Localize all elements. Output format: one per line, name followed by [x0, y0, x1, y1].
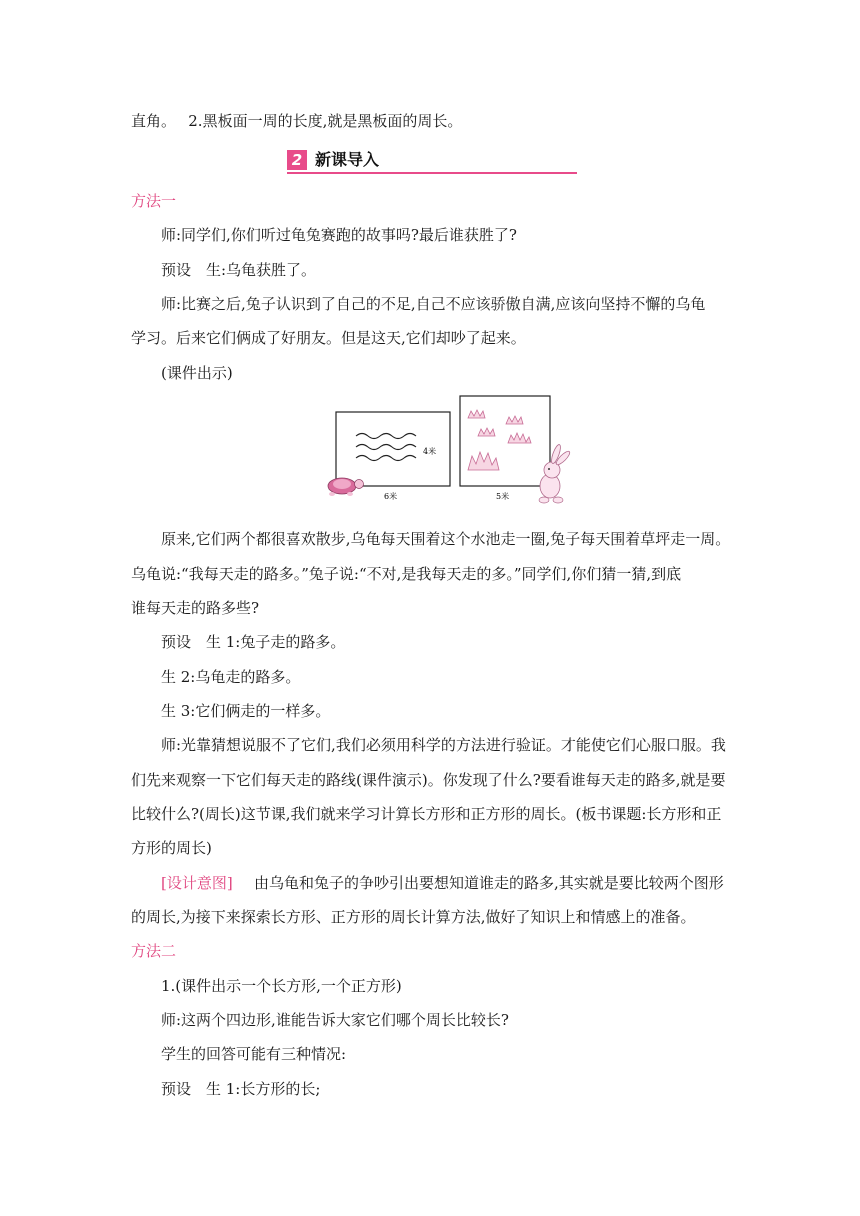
paragraph-line: 师:同学们,你们听过龟兔赛跑的故事吗?最后谁获胜了?	[161, 226, 517, 244]
section-title: 新课导入	[315, 150, 380, 169]
paragraph-line: 由乌龟和兔子的争吵引出要想知道谁走的路多,其实就是要比较两个图形	[254, 874, 724, 892]
paragraph-line: 生 2:乌龟走的路多。	[161, 668, 301, 686]
grass-icon	[468, 410, 531, 470]
rabbit-icon	[539, 444, 571, 503]
paragraph-line: 比较什么?(周长)这节课,我们就来学习计算长方形和正方形的周长。(板书课题:长方形和正	[131, 805, 722, 823]
paragraph-line: 师:光靠猜想说服不了它们,我们必须用科学的方法进行验证。才能使它们心服口服。我	[161, 736, 726, 754]
pool-height-label: 4米	[423, 447, 437, 456]
paragraph-line: (课件出示)	[161, 364, 233, 382]
method-two-heading: 方法二	[131, 942, 177, 960]
section-underline	[287, 172, 577, 174]
paragraph-line: 乌龟说:“我每天走的路多。”兔子说:“不对,是我每天走的多。”同学们,你们猜一猜,到底	[131, 565, 682, 583]
paragraph-line: 预设 生:乌龟获胜了。	[161, 261, 317, 279]
paragraph-line: 学生的回答可能有三种情况:	[161, 1045, 347, 1063]
paragraph-line: 谁每天走的路多些?	[131, 599, 260, 617]
section-header	[287, 148, 577, 174]
paragraph-line: 生 3:它们俩走的一样多。	[161, 702, 331, 720]
paragraph-line: 的周长,为接下来探索长方形、正方形的周长计算方法,做好了知识上和情感上的准备。	[131, 908, 696, 926]
section-number-badge: 2	[287, 150, 307, 170]
method-one-heading: 方法一	[131, 192, 177, 210]
paragraph-line: 预设 生 1:兔子走的路多。	[161, 633, 346, 651]
turtle-icon	[328, 478, 364, 496]
pool-lawn-figure	[318, 388, 588, 508]
design-intent-tag: [设计意图]	[161, 874, 233, 892]
paragraph-line: 们先来观察一下它们每天走的路线(课件演示)。你发现了什么?要看谁每天走的路多,就是要	[131, 771, 726, 789]
paragraph-line: 师:比赛之后,兔子认识到了自己的不足,自己不应该骄傲自满,应该向坚持不懈的乌龟	[161, 295, 706, 313]
paragraph-line: 1.(课件出示一个长方形,一个正方形)	[161, 977, 402, 995]
paragraph-line: 方形的周长)	[131, 839, 212, 857]
intro-line: 直角。 2.黑板面一周的长度,就是黑板面的周长。	[131, 112, 463, 130]
paragraph-line: 师:这两个四边形,谁能告诉大家它们哪个周长比较长?	[161, 1011, 509, 1029]
paragraph-line: 学习。后来它们俩成了好朋友。但是这天,它们却吵了起来。	[131, 329, 526, 347]
pool-width-label: 6米	[384, 492, 398, 501]
lawn-side-label: 5米	[496, 492, 510, 501]
water-waves-icon	[356, 434, 416, 461]
paragraph-line: 预设 生 1:长方形的长;	[161, 1080, 321, 1098]
lawn-square	[460, 396, 550, 486]
paragraph-line: 原来,它们两个都很喜欢散步,乌龟每天围着这个水池走一圈,兔子每天围着草坪走一周。	[161, 530, 731, 548]
